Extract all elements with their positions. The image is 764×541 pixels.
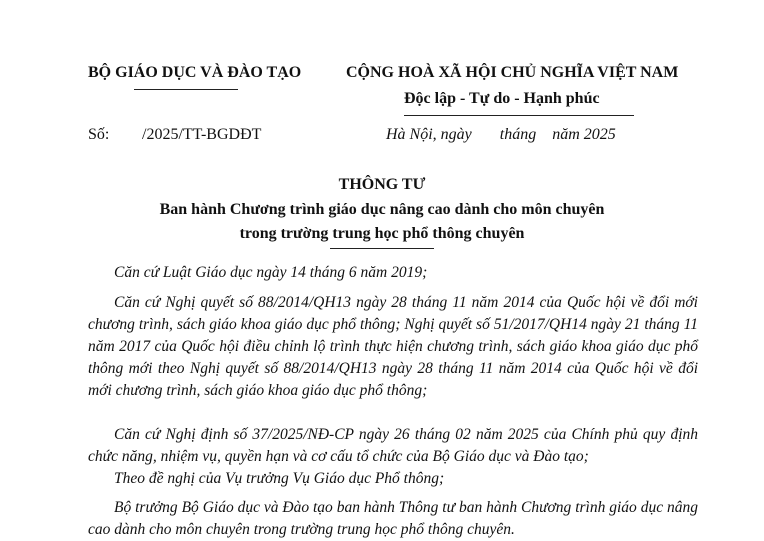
ministry-name: BỘ GIÁO DỤC VÀ ĐÀO TẠO (88, 64, 302, 81)
document-number: /2025/TT-BGDĐT (142, 126, 262, 143)
preamble-paragraph-1: Căn cứ Luật Giáo dục ngày 14 tháng 6 năm 2019; (114, 264, 428, 281)
republic-name: CỘNG HOÀ XÃ HỘI CHỦ NGHĨA VIỆT NAM (346, 64, 679, 81)
place-and-date: Hà Nội, ngày tháng năm 2025 (386, 126, 616, 143)
document-subject-line-1: Ban hành Chương trình giáo dục nâng cao dành cho môn chuyên (159, 201, 605, 218)
motto-underline (404, 115, 634, 116)
preamble-paragraph-4: Theo đề nghị của Vụ trưởng Vụ Giáo dục Phổ thông; (114, 470, 445, 487)
title-underline (330, 248, 434, 249)
preamble-paragraph-3: Căn cứ Nghị định số 37/2025/NĐ-CP ngày 26 tháng 02 năm 2025 của Chính phủ quy định chức năng, nhiệm vụ, quyền hạn và cơ cấu tổ chức của Bộ Giáo dục và Đào tạo; (88, 426, 698, 465)
document-type: THÔNG TƯ (338, 176, 426, 193)
ministry-underline (134, 89, 238, 90)
preamble-paragraph-2: Căn cứ Nghị quyết số 88/2014/QH13 ngày 28 tháng 11 năm 2014 của Quốc hội về đổi mới chương trình, sách giáo khoa giáo dục phổ thông; Nghị quyết số 51/2017/QH14 ngày 21 tháng 11 năm 2017 của Quốc hội điều chỉnh lộ trình thực hiện chương trình, sách giáo khoa giáo dục phổ thông mới theo Nghị quyết số 88/2014/QH13 ngày 28 tháng 11 năm 2014 của Quốc hội về đổi mới chương trình, sách giáo khoa giáo dục phổ thông; (88, 294, 698, 399)
enactment-paragraph: Bộ trưởng Bộ Giáo dục và Đào tạo ban hành Thông tư ban hành Chương trình giáo dục nâng cao dành cho môn chuyên trong trường trung học phổ thông chuyên. (88, 499, 698, 538)
document-subject-line-2: trong trường trung học phổ thông chuyên (239, 225, 525, 242)
document-number-label: Số: (88, 126, 110, 143)
national-motto: Độc lập - Tự do - Hạnh phúc (404, 90, 600, 107)
